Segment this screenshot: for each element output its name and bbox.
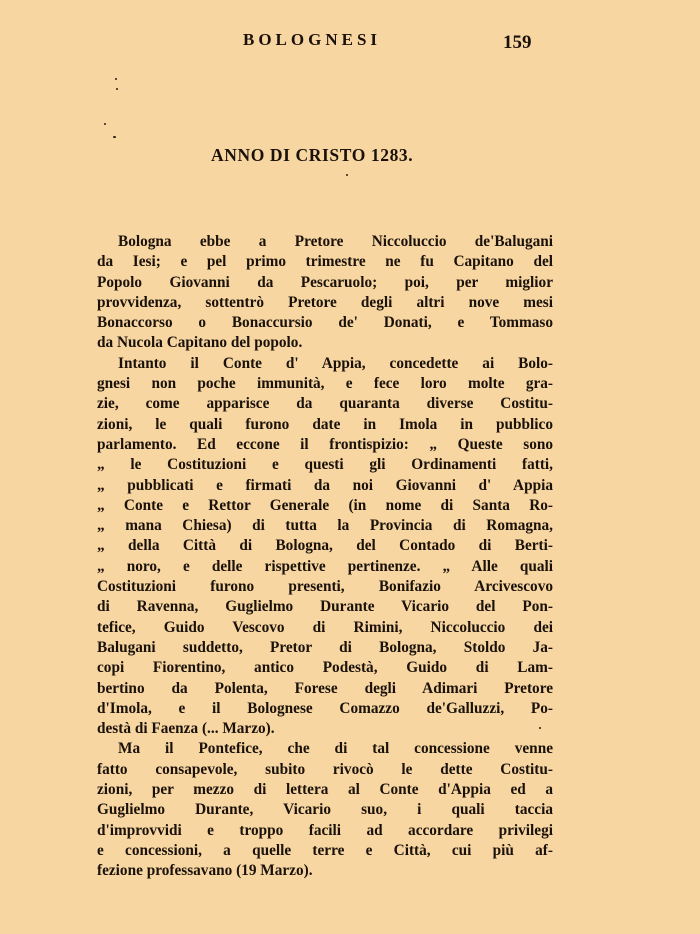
- text-line: d'improvvidi e troppo facili ad accordare privilegi: [97, 821, 553, 839]
- text-line: Bonaccorso o Bonaccursio de' Donati, e Tommaso: [97, 314, 553, 332]
- text-line: da Nucola Capitano del popolo.: [97, 334, 303, 352]
- text-line: da Iesi; e pel primo trimestre ne fu Capitano del: [97, 253, 553, 271]
- text-line: parlamento. Ed eccone il frontispizio: „ Queste sono: [97, 435, 553, 453]
- ink-speck: [346, 174, 348, 176]
- ink-speck: [115, 78, 117, 80]
- text-line: Costituzioni furono presenti, Bonifazio Arcivescovo: [97, 578, 553, 596]
- text-line: d'Imola, e il Bolognese Comazzo de'Galluzzi, Po-: [97, 699, 553, 717]
- text-line: Popolo Giovanni da Pescaruolo; poi, per miglior: [97, 273, 553, 291]
- ink-speck: [104, 123, 106, 125]
- text-line: „ Conte e Rettor Generale (in nome di Santa Ro-: [97, 496, 553, 514]
- text-line: tefice, Guido Vescovo di Rimini, Niccoluccio dei: [97, 618, 553, 636]
- text-line: Ma il Pontefice, che di tal concessione venne: [118, 740, 553, 758]
- text-line: Guglielmo Durante, Vicario suo, i quali taccia: [97, 801, 553, 819]
- text-line: „ pubblicati e firmati da noi Giovanni d' Appia: [97, 476, 553, 494]
- text-line: „ noro, e delle rispettive pertinenze. „ Alle quali: [97, 557, 553, 575]
- text-line: fatto consapevole, subito rivocò le dette Costitu-: [97, 760, 553, 778]
- text-line: e concessioni, a quelle terre e Città, cui più af-: [97, 841, 553, 859]
- text-line: Intanto il Conte d' Appia, concedette ai Bolo-: [118, 354, 553, 372]
- text-line: destà di Faenza (... Marzo).: [97, 720, 275, 738]
- text-line: fezione professavano (19 Marzo).: [97, 862, 313, 880]
- text-line: „ le Costituzioni e questi gli Ordinamenti fatti,: [97, 456, 553, 474]
- ink-speck: [113, 136, 116, 138]
- text-line: Bologna ebbe a Pretore Niccoluccio de'Balugani: [118, 233, 553, 250]
- text-line: provvidenza, sottentrò Pretore degli altri nove mesi: [97, 293, 553, 311]
- text-line: „ mana Chiesa) di tutta la Provincia di Romagna,: [97, 517, 553, 535]
- running-head: BOLOGNESI: [243, 30, 382, 49]
- text-line: zie, come apparisce da quaranta diverse Costitu-: [97, 395, 553, 413]
- text-line: bertino da Polenta, Forese degli Adimari Pretore: [97, 679, 553, 697]
- text-line: zioni, per mezzo di lettera al Conte d'Appia ed a: [97, 781, 553, 799]
- text-line: zioni, le quali furono date in Imola in pubblico: [97, 415, 553, 433]
- body-text: [97, 232, 553, 882]
- section-title: ANNO DI CRISTO 1283.: [211, 145, 414, 165]
- text-line: di Ravenna, Guglielmo Durante Vicario del Pon-: [97, 598, 553, 616]
- text-line: „ della Città di Bologna, del Contado di Berti-: [97, 537, 553, 555]
- page-number: 159: [503, 32, 532, 53]
- text-line: copi Fiorentino, antico Podestà, Guido di Lam-: [97, 659, 553, 677]
- text-line: gnesi non poche immunità, e fece loro molte gra-: [97, 375, 553, 393]
- ink-speck: [116, 88, 118, 90]
- text-line: Balugani suddetto, Pretor di Bologna, Stoldo Ja-: [97, 638, 553, 656]
